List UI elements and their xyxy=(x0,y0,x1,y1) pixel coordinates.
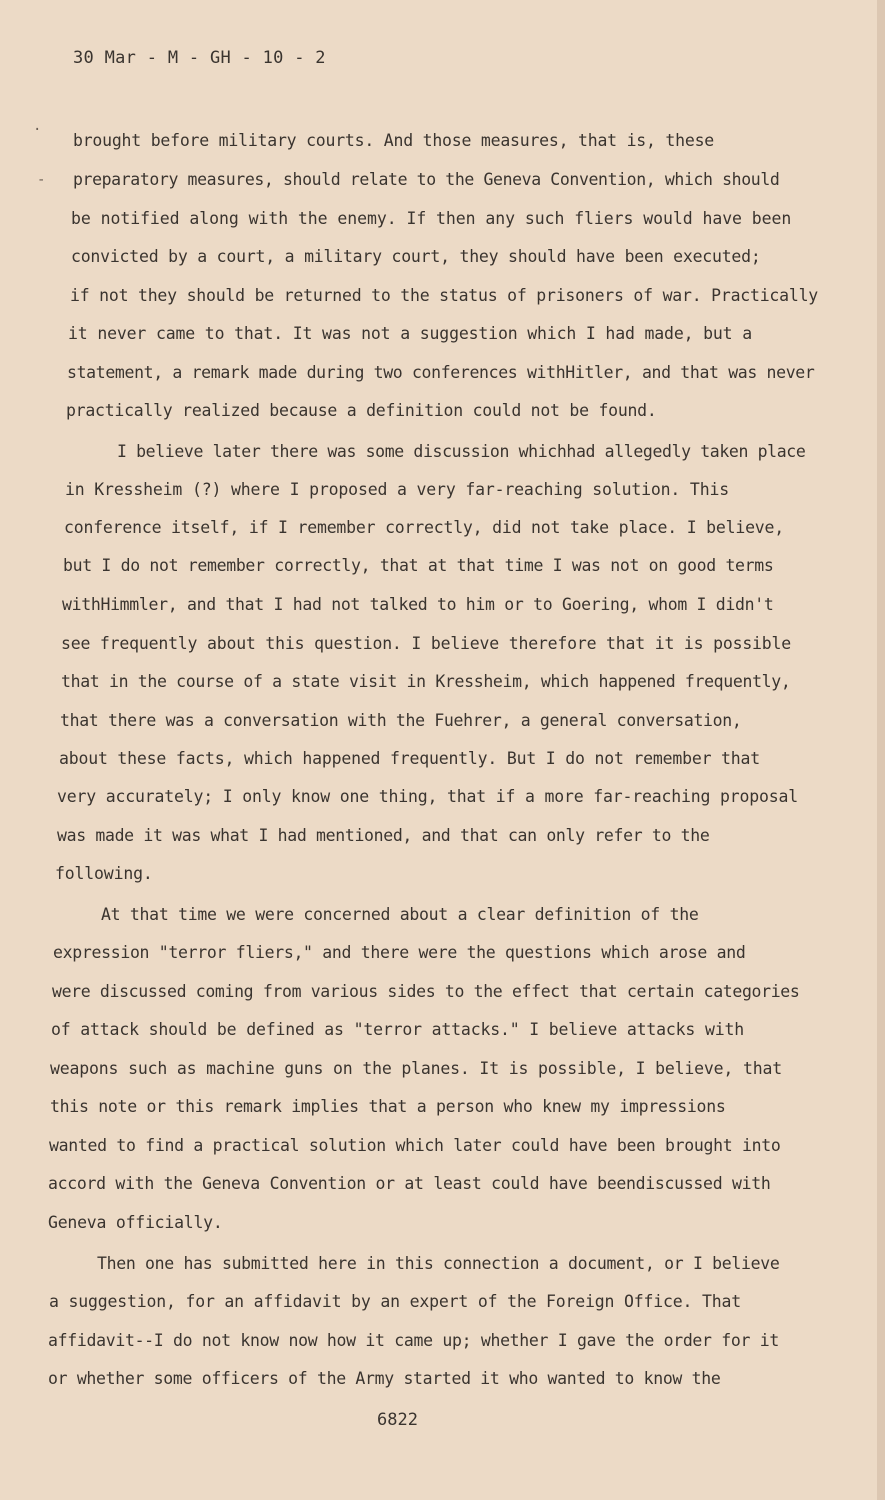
text-line: that there was a conversation with the Fuehrer, a general conversation, xyxy=(60,711,742,730)
text-line: Then one has submitted here in this connection a document, or I believe xyxy=(97,1254,780,1273)
text-line: affidavit--I do not know now how it came up; whether I gave the order for it xyxy=(48,1331,780,1350)
text-line: At that time we were concerned about a clear definition of the xyxy=(101,905,699,924)
text-line: I believe later there was some discussion whichhad allegedly taken place xyxy=(117,442,806,461)
page-number: 6822 xyxy=(377,1410,418,1430)
text-line: wanted to find a practical solution which later could have been brought into xyxy=(49,1136,781,1155)
text-line: be notified along with the enemy. If then any such fliers would have been xyxy=(71,209,792,228)
text-line: Geneva officially. xyxy=(48,1213,223,1232)
text-line: withHimmler, and that I had not talked to him or to Goering, whom I didn't xyxy=(62,595,774,614)
text-line: it never came to that. It was not a suggestion which I had made, but a xyxy=(68,324,752,343)
document-header: 30 Mar - M - GH - 10 - 2 xyxy=(73,48,326,68)
margin-tick-mark: - xyxy=(37,172,46,188)
text-line: were discussed coming from various sides to the effect that certain categories xyxy=(52,982,800,1001)
text-line: statement, a remark made during two conferences withHitler, and that was never xyxy=(67,363,815,382)
text-line: of attack should be defined as "terror attacks." I believe attacks with xyxy=(51,1020,744,1039)
text-line: see frequently about this question. I believe therefore that it is possible xyxy=(61,634,791,653)
text-line: convicted by a court, a military court, they should have been executed; xyxy=(71,247,761,266)
text-line: this note or this remark implies that a person who knew my impressions xyxy=(50,1097,726,1116)
text-line: practically realized because a definition could not be found. xyxy=(66,401,657,420)
text-line: a suggestion, for an affidavit by an expert of the Foreign Office. That xyxy=(49,1292,741,1311)
text-line: conference itself, if I remember correctly, did not take place. I believe, xyxy=(64,518,784,537)
text-line: preparatory measures, should relate to the Geneva Convention, which should xyxy=(73,170,780,189)
text-line: following. xyxy=(55,864,153,883)
text-line: weapons such as machine guns on the planes. It is possible, I believe, that xyxy=(50,1059,782,1078)
text-line: if not they should be returned to the status of prisoners of war. Practically xyxy=(70,286,818,305)
text-line: or whether some officers of the Army started it who wanted to know the xyxy=(48,1369,721,1388)
text-line: about these facts, which happened frequently. But I do not remember that xyxy=(59,749,760,768)
text-line: expression "terror fliers," and there were the questions which arose and xyxy=(53,943,746,962)
text-line: that in the course of a state visit in Kressheim, which happened frequently, xyxy=(61,672,791,691)
text-line: was made it was what I had mentioned, and that can only refer to the xyxy=(57,826,710,845)
text-line: in Kressheim (?) where I proposed a very far-reaching solution. This xyxy=(65,480,729,499)
text-line: brought before military courts. And those measures, that is, these xyxy=(73,131,714,150)
page-edge-shadow xyxy=(877,0,885,1500)
text-line: but I do not remember correctly, that at that time I was not on good terms xyxy=(63,556,774,575)
margin-tick-mark: · xyxy=(33,122,42,138)
text-line: very accurately; I only know one thing, that if a more far-reaching proposal xyxy=(57,787,798,806)
text-line: accord with the Geneva Convention or at least could have beendiscussed with xyxy=(48,1174,771,1193)
